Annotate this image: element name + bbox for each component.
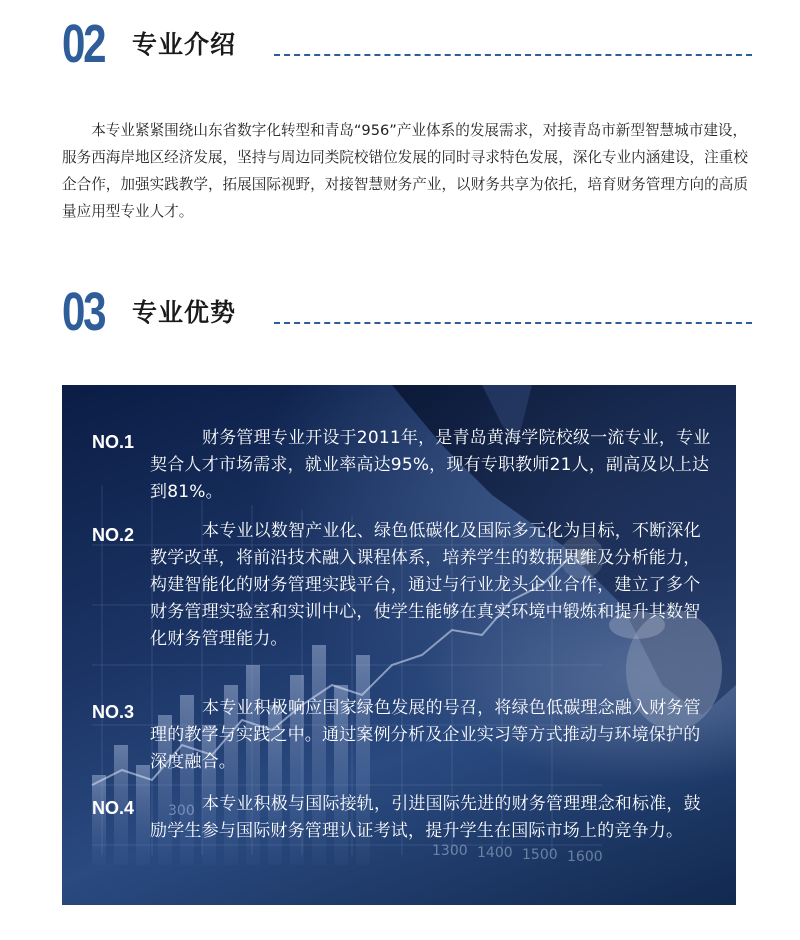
intro-paragraph: 本专业紧紧围绕山东省数字化转型和青岛“956”产业体系的发展需求，对接青岛市新型智慧城市建设，服务西海岸地区经济发展，坚持与周边同类院校错位发展的同时寻求特色发展，深化专业内涵建设，注重校企合作，加强实践教学，拓展国际视野，对接智慧财务产业，以财务共享为依托，培育财务管理方向的高质量应用型专业人才。 [62,122,748,220]
advantage-text: 本专业积极与国际接轨，引进国际先进的财务管理理念和标准，鼓励学生参与国际财务管理认证考试，提升学生在国际市场上的竞争力。 [150,794,701,841]
advantage-text: 本专业积极响应国家绿色发展的号召，将绿色低碳理念融入财务管理的教学与实践之中。通过案例分析及企业实习等方式推动与环境保护的深度融合。 [150,698,701,772]
axis-label: 1300 [432,843,468,859]
section-header-advantages [62,284,752,340]
dashed-divider [274,54,752,56]
section-number: 03 [62,282,105,342]
advantage-item-4 [92,791,712,845]
advantage-number: NO.3 [92,702,135,722]
advantage-number: NO.4 [92,798,135,818]
axis-label: 300 [168,803,195,819]
dashed-divider [274,322,752,324]
advantage-item-1 [92,425,712,506]
axis-label: 1400 [477,845,513,861]
advantage-item-2 [92,518,712,653]
advantage-text: 财务管理专业开设于2011年，是青岛黄海学院校级一流专业，专业契合人才市场需求，就业率高达95%，现有专职教师21人，副高及以上达到81%。 [150,428,711,502]
advantages-panel [62,385,736,905]
advantage-number: NO.2 [92,525,135,545]
section-number: 02 [62,14,105,74]
advantage-item-3 [92,695,712,776]
axis-label: 1600 [567,849,603,865]
advantage-text: 本专业以数智产业化、绿色低碳化及国际多元化为目标，不断深化教学改革，将前沿技术融入课程体系，培养学生的数据思维及分析能力，构建智能化的财务管理实践平台，通过与行业龙头企业合作，建立了多个财务管理实验室和实训中心，使学生能够在真实环境中锻炼和提升其数智化财务管理能力。 [150,521,701,649]
section-header-intro [62,16,752,72]
advantage-number: NO.1 [92,432,135,452]
axis-label: 1500 [522,847,558,863]
section-title: 专业介绍 [132,30,237,59]
section-title: 专业优势 [132,298,237,327]
